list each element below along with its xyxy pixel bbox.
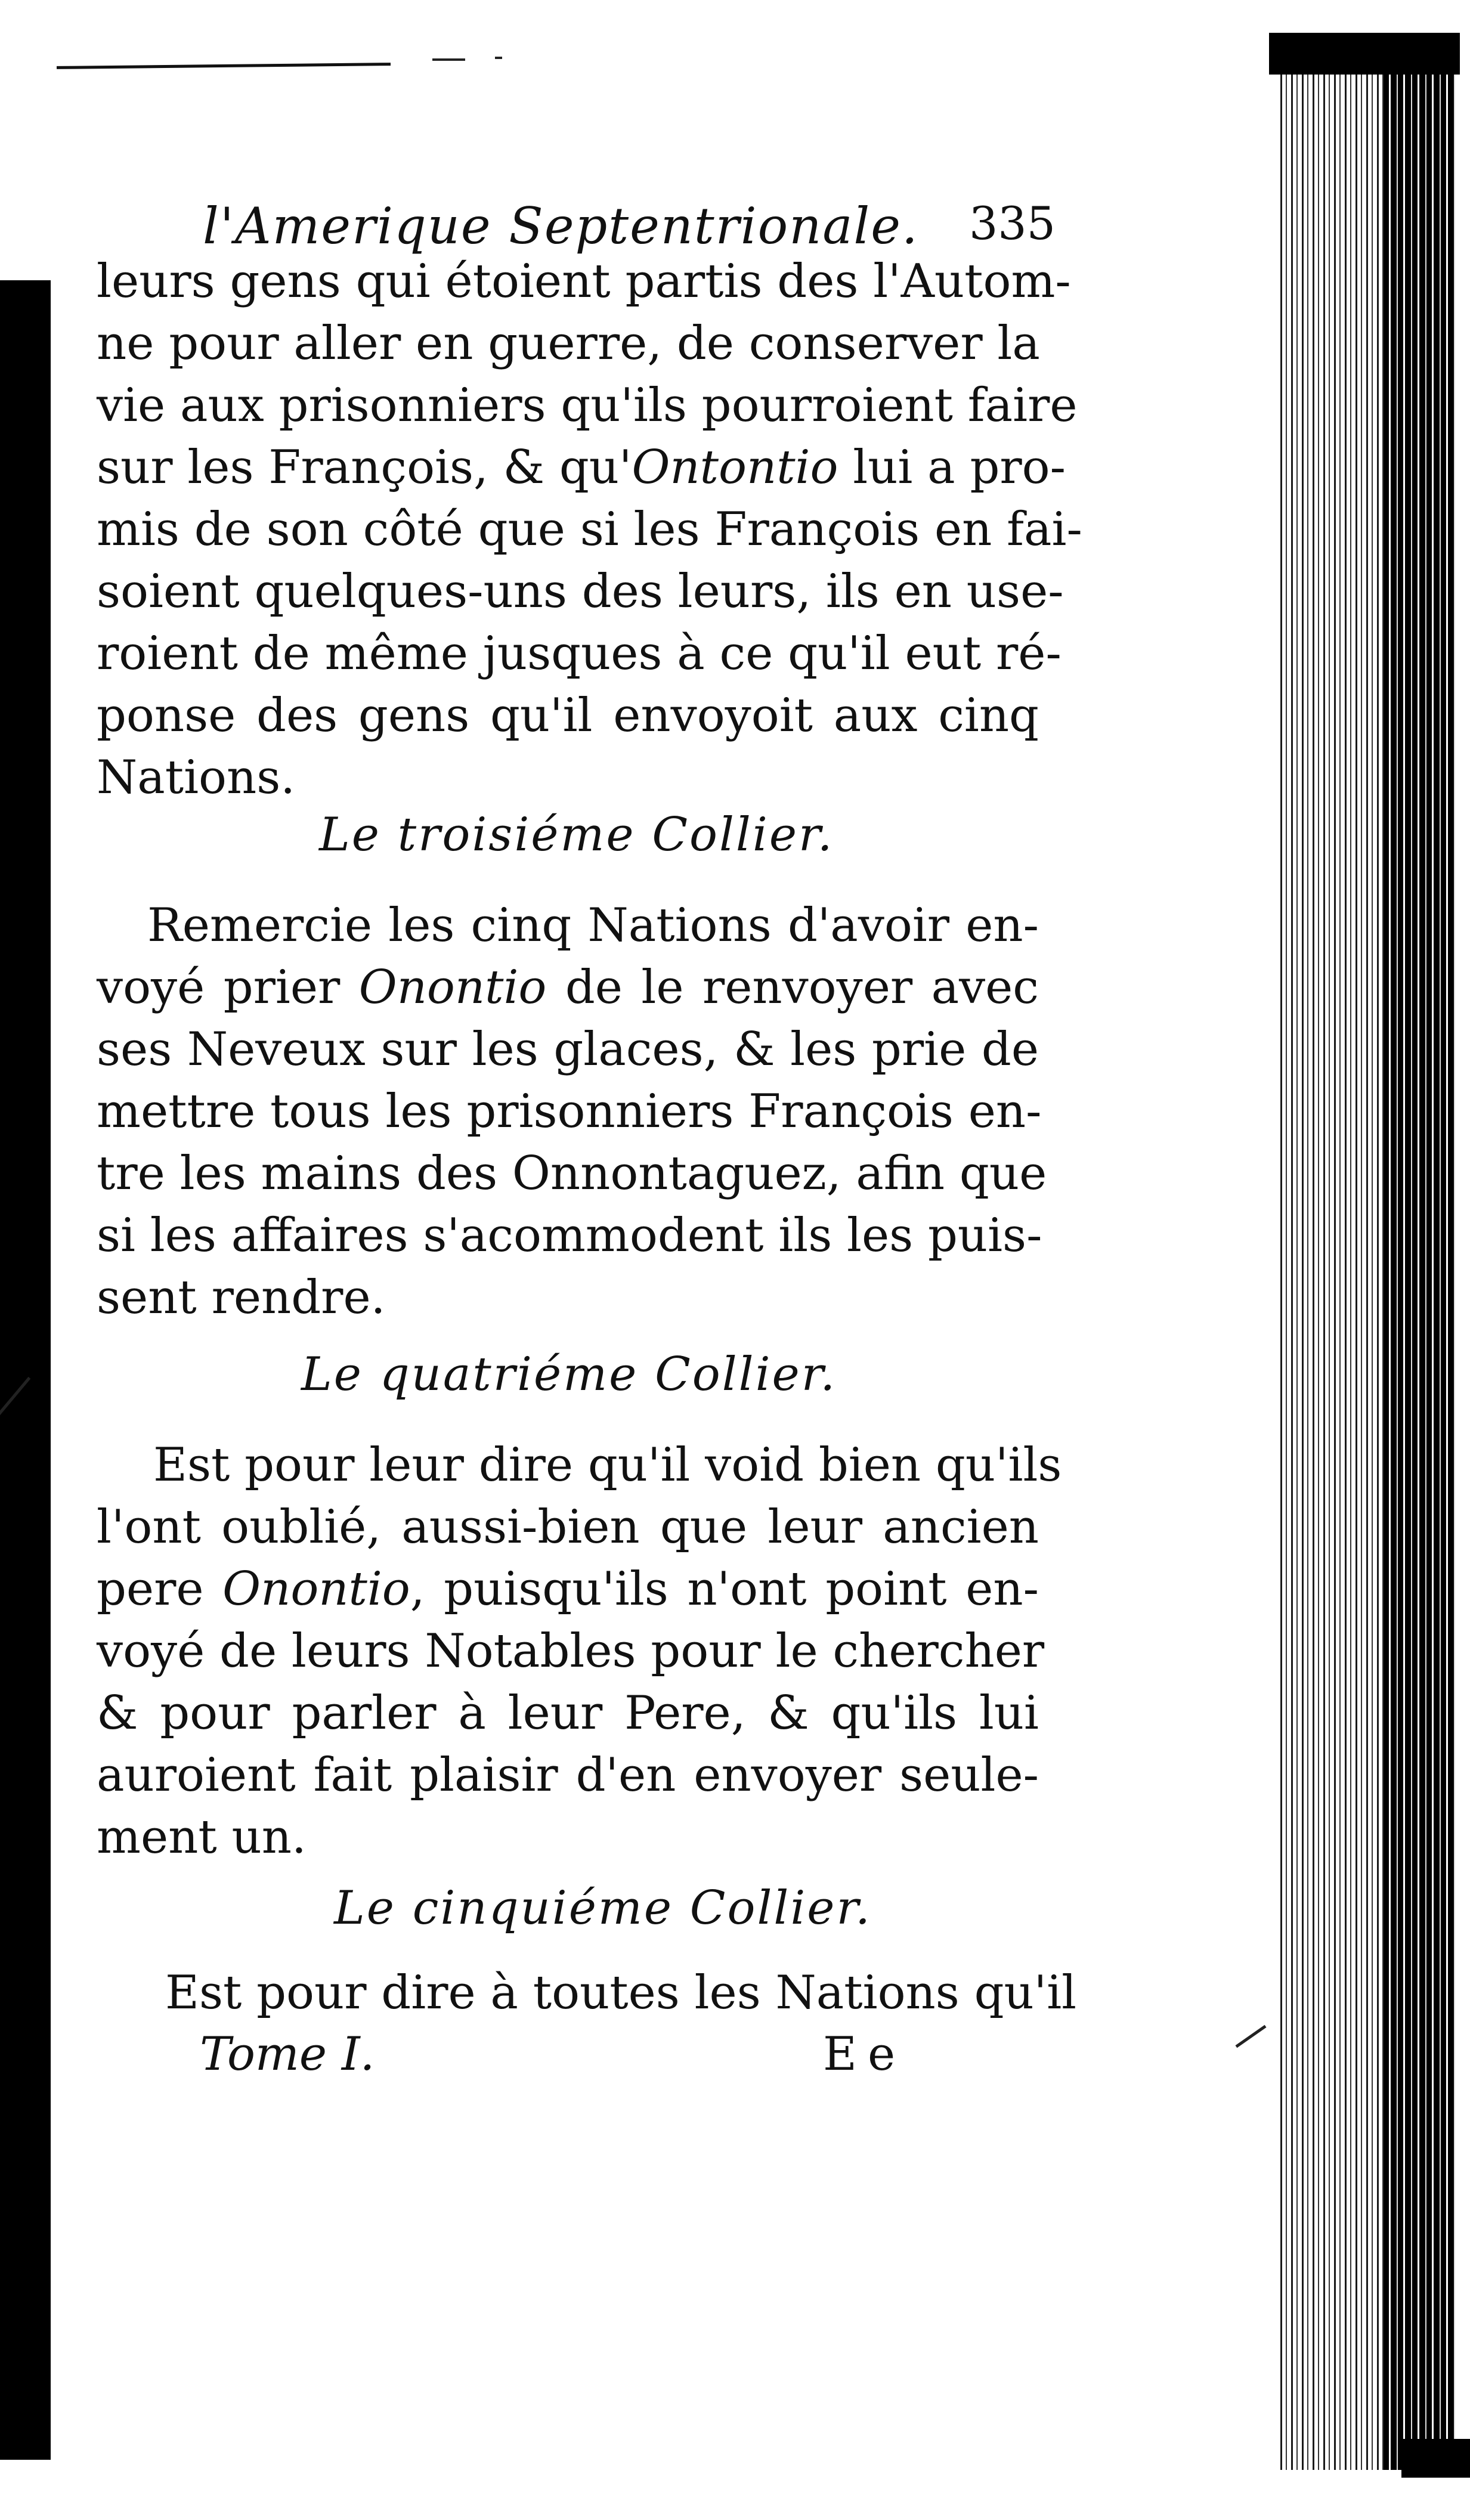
text-line <box>97 436 1066 499</box>
text-span: lui a pro- <box>838 441 1066 494</box>
book-spine-top <box>1269 33 1460 75</box>
text-line <box>97 956 1039 1018</box>
page-number: 335 <box>968 197 1056 250</box>
text-line: leurs gens qui étoient partis des l'Autom- <box>97 255 1071 308</box>
text-line <box>97 1558 1039 1620</box>
text-line: roient de même jusques à ce qu'il eut ré- <box>97 627 1062 680</box>
page-header <box>203 197 1056 256</box>
text-span: sur les François, & qu' <box>97 441 632 494</box>
text-line: ponse des gens qu'il envoyoit aux cinq <box>97 689 1039 742</box>
proper-name: Onontio <box>222 1562 410 1616</box>
book-spine-bottom <box>1401 2439 1470 2478</box>
text-line: mis de son côté que si les François en fai- <box>97 503 1082 556</box>
volume-label: Tome I. <box>200 2027 375 2081</box>
proper-name: Ontontio <box>632 441 838 494</box>
text-line: mettre tous les prisonniers François en- <box>97 1085 1042 1138</box>
section-heading: Le quatriéme Collier. <box>301 1348 837 1401</box>
text-line: voyé de leurs Notables pour le chercher <box>97 1624 1045 1678</box>
paragraph <box>97 250 1082 809</box>
text-span: pere <box>97 1562 223 1616</box>
text-line: Est pour leur dire qu'il void bien qu'ils <box>153 1438 1062 1492</box>
text-line: soient quelques-uns des leurs, ils en use- <box>97 565 1064 618</box>
text-line: sent rendre. <box>97 1271 386 1324</box>
scan-mark <box>1235 2025 1266 2048</box>
text-line: & pour parler à leur Pere, & qu'ils lui <box>97 1686 1039 1740</box>
text-line: ment un. <box>97 1810 307 1864</box>
paragraph <box>97 1434 1062 1868</box>
paragraph <box>97 894 1047 1329</box>
section-heading: Le troisiéme Collier. <box>319 808 834 862</box>
text-line: l'ont oublié, aussi-bien que leur ancien <box>97 1500 1039 1554</box>
scan-top-mark <box>432 58 465 61</box>
paragraph <box>97 1962 1077 2024</box>
text-line: auroient fait plaisir d'en envoyer seule- <box>97 1748 1039 1802</box>
signature-mark: Ee <box>823 2027 906 2081</box>
text-span: , puisqu'ils n'ont point en- <box>410 1562 1039 1616</box>
text-line: Nations. <box>97 751 296 804</box>
text-line: Est pour dire à toutes les Nations qu'il <box>165 1966 1077 2020</box>
scan-left-edge <box>0 280 51 2460</box>
text-span: de le renvoyer avec <box>546 961 1039 1014</box>
book-spine-shadow <box>1384 37 1455 2470</box>
scan-top-mark <box>495 57 502 59</box>
text-line: vie aux prisonniers qu'ils pourroient faire <box>97 379 1078 432</box>
scan-top-rule <box>57 63 391 69</box>
text-line: tre les mains des Onnontaguez, afin que <box>97 1147 1047 1200</box>
text-line: ne pour aller en guerre, de conserver la <box>97 317 1040 370</box>
text-line: ses Neveux sur les glaces, & les prie de <box>97 1023 1039 1076</box>
text-span: voyé prier <box>97 961 359 1014</box>
running-head: l'Amerique Septentrionale. <box>203 197 919 255</box>
text-line: si les affaires s'acommodent ils les puis- <box>97 1209 1042 1262</box>
text-line: Remercie les cinq Nations d'avoir en- <box>147 899 1039 952</box>
proper-name: Onontio <box>358 961 547 1014</box>
section-heading: Le cinquiéme Collier. <box>334 1881 872 1935</box>
